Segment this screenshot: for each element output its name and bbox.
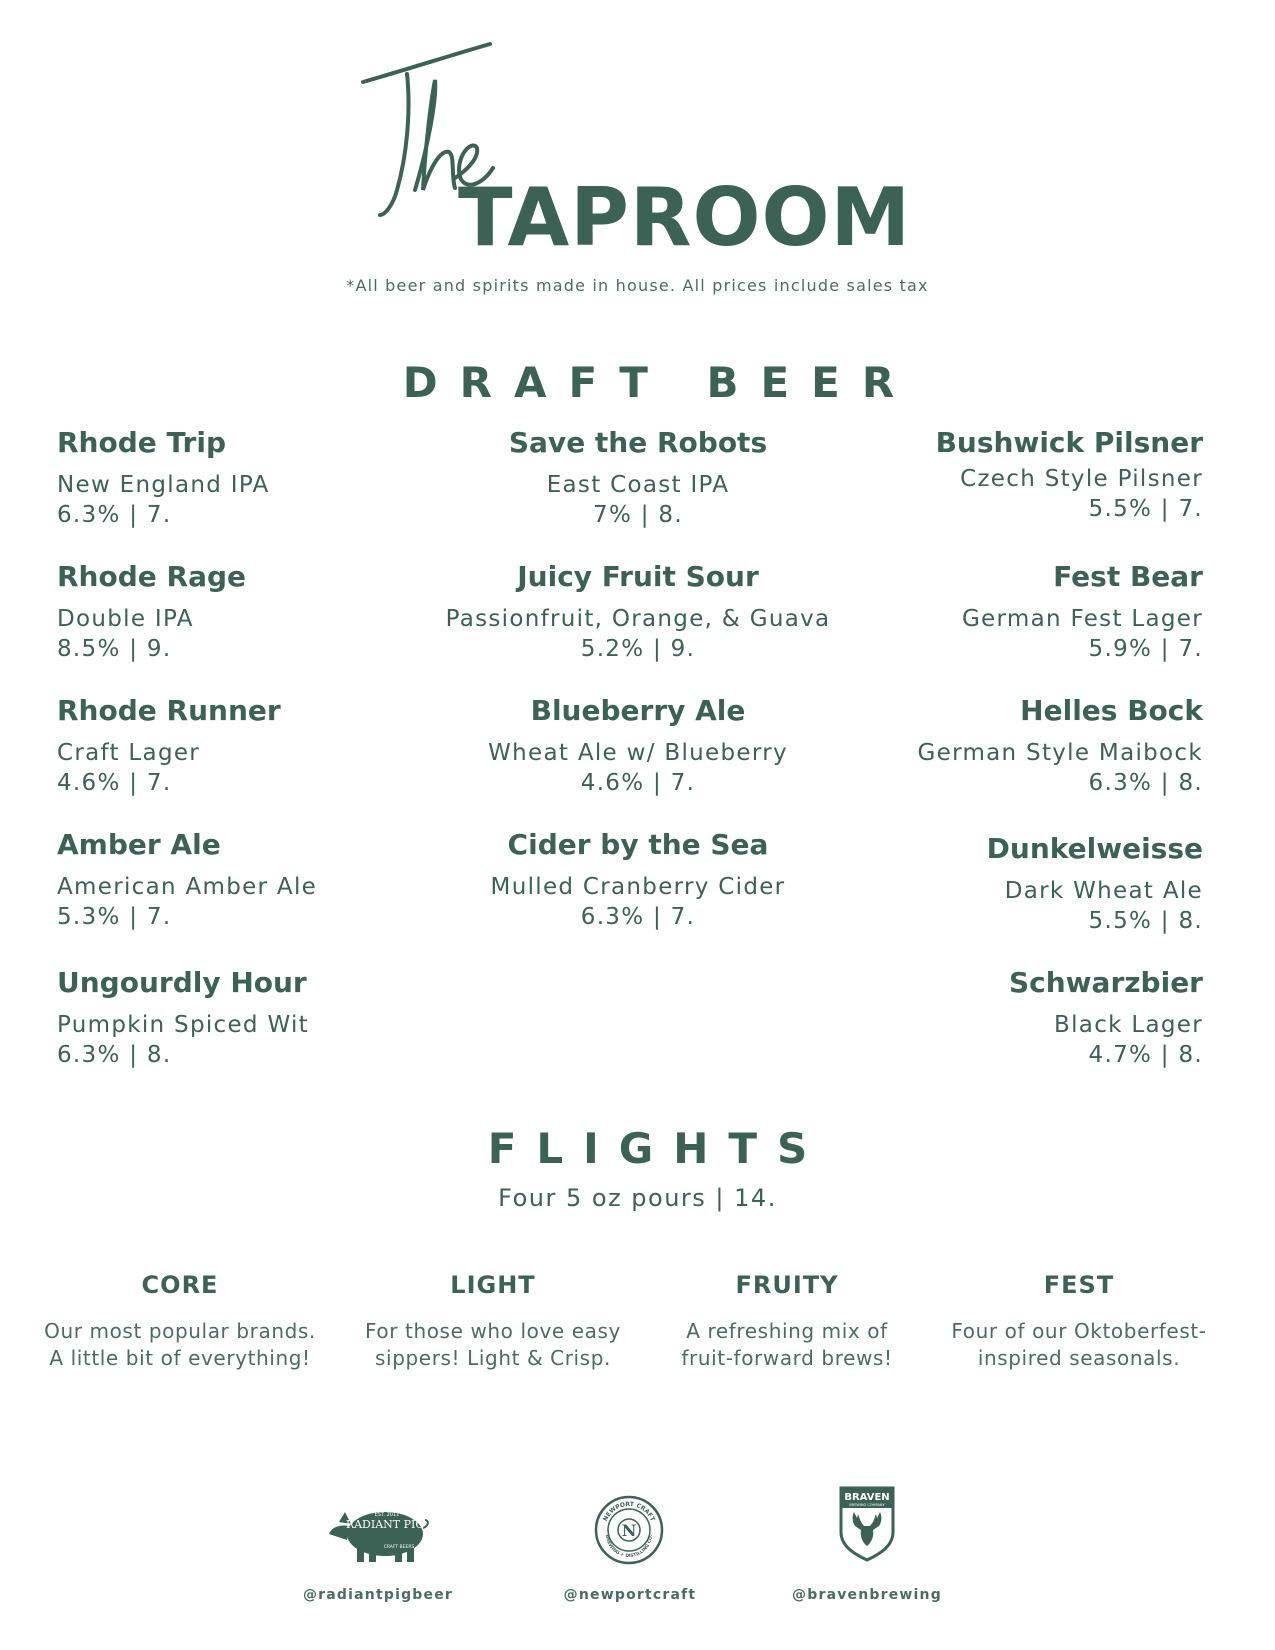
beer-style: American Amber Ale: [57, 874, 318, 900]
flight-light: [343, 1270, 643, 1372]
beer-style: Pumpkin Spiced Wit: [57, 1012, 309, 1038]
beer-item-cider-by-the-sea: [438, 828, 838, 932]
beer-item-save-the-robots: [438, 426, 838, 530]
beer-style: Mulled Cranberry Cider: [490, 874, 786, 900]
beer-item-fest-bear: [803, 560, 1203, 664]
beer-name: Bushwick Pilsner: [935, 426, 1203, 459]
beer-name: Amber Ale: [57, 828, 221, 861]
beer-item-juicy-fruit-sour: [438, 560, 838, 664]
beer-abv-price: 6.3% | 8.: [1088, 770, 1203, 796]
beer-style: German Fest Lager: [961, 606, 1203, 632]
beer-abv-price: 6.3% | 7.: [57, 502, 172, 528]
beer-name: Save the Robots: [508, 426, 768, 459]
flight-desc-line: For those who love easy: [365, 1319, 621, 1343]
beer-item-dunkelweisse: [803, 832, 1203, 936]
flight-desc-line: A little bit of everything!: [49, 1346, 311, 1370]
beer-abv-price: 8.5% | 9.: [57, 636, 172, 662]
flight-fest: [929, 1270, 1229, 1372]
beer-name: Ungourdly Hour: [57, 966, 307, 999]
beer-abv-price: 5.2% | 9.: [580, 636, 696, 662]
beer-abv-price: 6.3% | 7.: [580, 904, 696, 930]
beer-style: German Style Maibock: [917, 740, 1203, 766]
braven-logo: [838, 1486, 896, 1562]
braven-handle: @bravenbrewing: [792, 1587, 942, 1603]
beer-abv-price: 4.7% | 8.: [1088, 1042, 1203, 1068]
beer-name: Schwarzbier: [1008, 966, 1203, 999]
beer-item-schwarzbier: [803, 966, 1203, 1070]
flights-subtitle: Four 5 oz pours | 14.: [498, 1184, 777, 1212]
beer-style: East Coast IPA: [546, 472, 730, 498]
taproom-title: TAPROOM: [458, 171, 912, 264]
flight-desc-line: A refreshing mix of: [686, 1319, 888, 1343]
beer-item-bushwick-pilsner: [803, 426, 1203, 524]
beer-name: Rhode Trip: [57, 426, 226, 459]
beer-abv-price: 5.9% | 7.: [1088, 636, 1203, 662]
beer-abv-price: 6.3% | 8.: [57, 1042, 172, 1068]
braven-brand-text: BRAVEN: [844, 1492, 890, 1503]
beer-abv-price: 4.6% | 7.: [580, 770, 696, 796]
beer-abv-price: 5.5% | 8.: [1088, 908, 1203, 934]
flight-desc-line: fruit-forward brews!: [681, 1346, 893, 1370]
flight-desc-line: sippers! Light & Crisp.: [375, 1346, 611, 1370]
beer-abv-price: 5.5% | 7.: [1088, 496, 1203, 522]
beer-name: Helles Bock: [1020, 694, 1203, 727]
beer-item-rhode-trip: [57, 426, 457, 530]
beer-abv-price: 4.6% | 7.: [57, 770, 172, 796]
radiant-pig-handle: @radiantpigbeer: [302, 1587, 454, 1603]
beer-abv-price: 5.3% | 7.: [57, 904, 172, 930]
flights-title: FLIGHTS: [487, 1124, 828, 1173]
newport-ring-bottom: BREWING + DISTILLING CO.: [603, 1534, 654, 1560]
pig-est-text: EST. 2011: [374, 1512, 400, 1518]
flight-desc-line: Our most popular brands.: [44, 1319, 316, 1343]
beer-style: Double IPA: [57, 606, 194, 632]
beer-style: Craft Lager: [57, 740, 201, 766]
beer-abv-price: 7% | 8.: [593, 502, 683, 528]
beer-item-blueberry-ale: [438, 694, 838, 798]
beer-style: New England IPA: [57, 472, 270, 498]
flight-name: FEST: [1043, 1271, 1115, 1299]
beer-name: Rhode Rage: [57, 560, 246, 593]
beer-style: Wheat Ale w/ Blueberry: [488, 740, 788, 766]
newport-initial: N: [621, 1521, 637, 1540]
beer-style: Dark Wheat Ale: [1004, 878, 1203, 904]
beer-item-rhode-runner: [57, 694, 457, 798]
beer-item-rhode-rage: [57, 560, 457, 664]
beer-item-amber-ale: [57, 828, 457, 932]
draft-beer-title: DRAFT BEER: [402, 358, 917, 407]
flight-core: [30, 1270, 330, 1372]
flight-description: [343, 1318, 643, 1372]
flight-desc-line: Four of our Oktoberfest-: [951, 1319, 1207, 1343]
beer-item-ungourdly-hour: [57, 966, 457, 1070]
radiant-pig-logo: [325, 1500, 430, 1565]
flight-description: [637, 1318, 937, 1372]
pig-brand-text: RADIANT PIG: [345, 1518, 425, 1531]
flight-fruity: [637, 1270, 937, 1372]
beer-style: Black Lager: [1054, 1012, 1203, 1038]
pig-sub-text: CRAFT BEERS: [383, 1545, 415, 1550]
beer-name: Rhode Runner: [57, 694, 281, 727]
beer-name: Dunkelweisse: [986, 832, 1203, 865]
flight-name: CORE: [141, 1271, 219, 1299]
beer-style: Passionfruit, Orange, & Guava: [445, 606, 831, 632]
beer-item-helles-bock: [803, 694, 1203, 798]
flight-name: LIGHT: [450, 1271, 536, 1299]
beer-name: Juicy Fruit Sour: [517, 560, 759, 593]
beer-name: Fest Bear: [1053, 560, 1203, 593]
newport-ring-top: NEWPORT CRAFT: [601, 1500, 657, 1523]
beer-style: Czech Style Pilsner: [960, 466, 1203, 492]
braven-sub-text: BREWING COMPANY: [849, 1503, 885, 1507]
flight-description: [929, 1318, 1229, 1372]
flight-name: FRUITY: [735, 1271, 839, 1299]
beer-name: Cider by the Sea: [507, 828, 769, 861]
flight-desc-line: inspired seasonals.: [977, 1346, 1181, 1370]
beer-name: Blueberry Ale: [530, 694, 746, 727]
tax-note: *All beer and spirits made in house. All prices include sales tax: [346, 276, 929, 295]
newport-craft-logo: [593, 1494, 665, 1566]
flight-description: [30, 1318, 330, 1372]
newport-craft-handle: @newportcraft: [563, 1587, 697, 1603]
